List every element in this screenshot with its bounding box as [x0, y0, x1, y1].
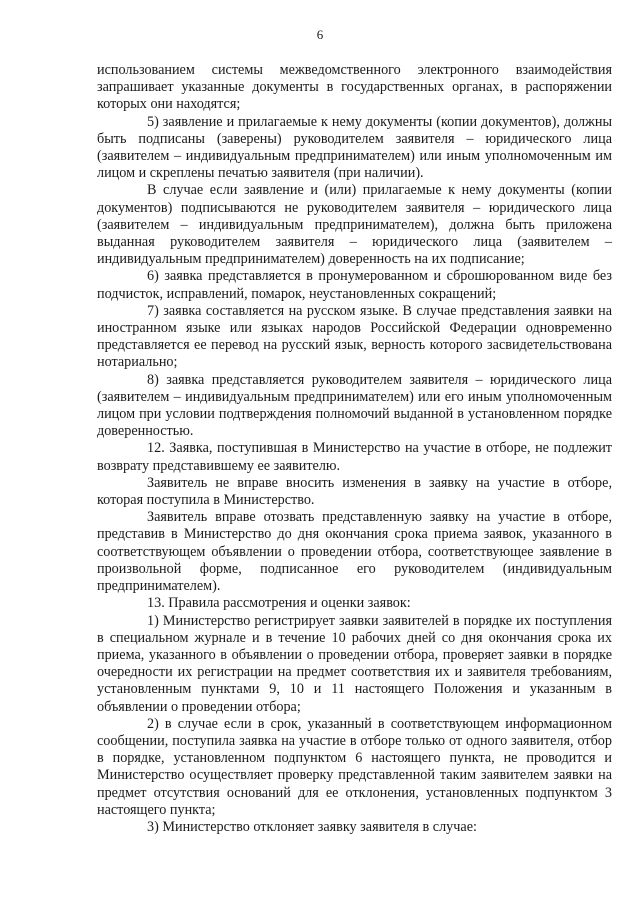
paragraph-section-12: 12. Заявка, поступившая в Министерство на участие в отборе, не подлежит возврату представившему ее заявителю. [97, 440, 612, 474]
page-number: 6 [316, 27, 324, 42]
paragraph-proxy-signature: В случае если заявление и (или) прилагаемые к нему документы (копии документов) подписываются не руководителем заявителя – юридического лица (заявителем – индивидуальным предпринимателем), должна быть приложена выданная руководителем заявителя – юридического лица (заявителем – индивидуальным предпринимателем) доверенность на их подписание; [97, 182, 612, 268]
paragraph-item-6: 6) заявка представляется в пронумерованном и сброшюрованном виде без подчисток, исправлений, помарок, неустановленных сокращений; [97, 268, 612, 302]
paragraph-rule-2: 2) в случае если в срок, указанный в соответствующем информационном сообщении, поступила заявка на участие в отборе только от одного заявителя, отбор в порядке, установленном подпунктом 6 настоящего пункта, не проводится и Министерство осуществляет проверку представленной таким заявителем заявки на предмет отсутствия оснований для ее отклонения, установленных подпунктом 3 настоящего пункта; [97, 715, 612, 818]
paragraph-withdrawal: Заявитель вправе отозвать представленную заявку на участие в отборе, представив в Министерство до дня окончания срока приема заявок, указанного в соответствующем объявлении о проведении отбора, соответствующее заявление в произвольной форме, подписанное его руководителем (индивидуальным предпринимателем). [97, 509, 612, 595]
paragraph-rule-1: 1) Министерство регистрирует заявки заявителей в порядке их поступления в специальном журнале и в течение 10 рабочих дней со дня окончания срока их приема, указанного в объявлении о проведении отбора, проверяет заявки в порядке очередности их регистрации на предмет соответствия их и заявителя требованиям, установленным пунктами 9, 10 и 11 настоящего Положения и указанным в объявлении о проведении отбора; [97, 612, 612, 715]
paragraph-item-8: 8) заявка представляется руководителем заявителя – юридического лица (заявителем – индивидуальным предпринимателем) или его иным уполномоченным лицом при условии подтверждения полномочий выданной в установленном порядке доверенностью. [97, 371, 612, 440]
paragraph-continuation: использованием системы межведомственного электронного взаимодействия запрашивает указанные документы в государственных органах, в распоряжении которых они находятся; [97, 62, 612, 113]
paragraph-item-5: 5) заявление и прилагаемые к нему документы (копии документов), должны быть подписаны (заверены) руководителем заявителя – юридического лица (заявителем – индивидуальным предпринимателем) или иным уполномоченным им лицом и скреплены печатью заявителя (при наличии). [97, 113, 612, 182]
document-body [97, 62, 612, 836]
paragraph-no-changes: Заявитель не вправе вносить изменения в заявку на участие в отборе, которая поступила в Министерство. [97, 474, 612, 509]
paragraph-section-13: 13. Правила рассмотрения и оценки заявок: [147, 595, 411, 612]
paragraph-item-7: 7) заявка составляется на русском языке. В случае представления заявки на иностранном языке или языках народов Российской Федерации одновременно представляется ее перевод на русский язык, верность которого засвидетельствована нотариально; [97, 302, 612, 371]
paragraph-rule-3: 3) Министерство отклоняет заявку заявителя в случае: [147, 818, 477, 835]
